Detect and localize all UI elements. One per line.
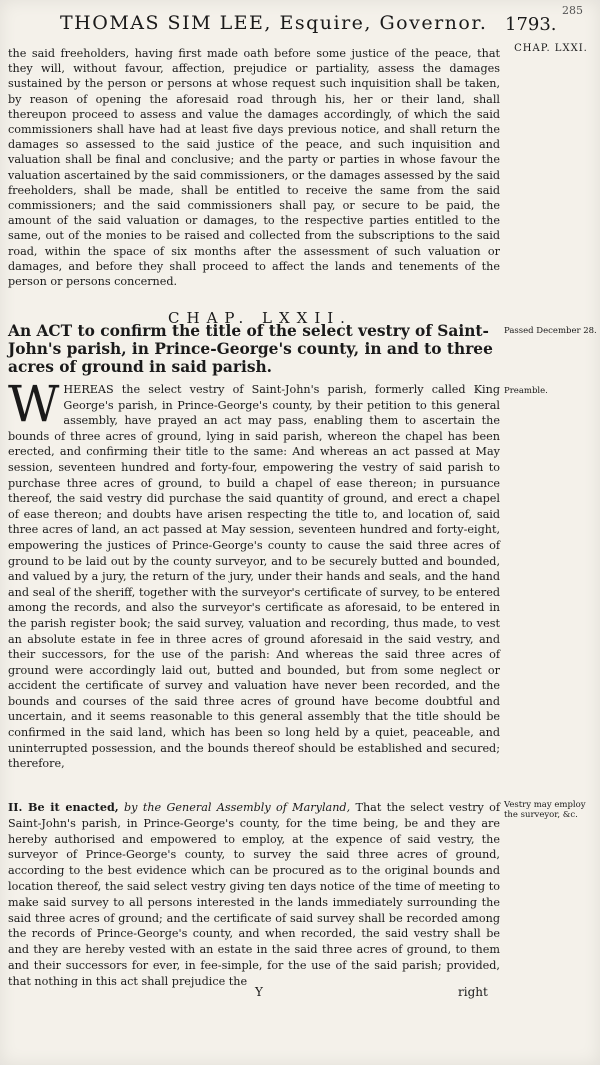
act-title: An ACT to confirm the title of the select vestry of Saint-John's parish, in Prince-George's county, in and to three acres of ground in said parish.: [8, 322, 493, 376]
passed-date-note: Passed December 28.: [504, 326, 597, 336]
page-number: 285: [562, 4, 583, 17]
chapter-71-margin-note: CHAP. LXXI.: [514, 43, 588, 54]
page-footer: [0, 985, 600, 1005]
preamble-margin-note: Preamble.: [504, 386, 548, 396]
catchword: right: [458, 985, 488, 999]
header-title: THOMAS SIM LEE, Esquire, Governor.: [60, 12, 488, 34]
section-2-margin-note: Vestry may employ the surveyor, &c.: [504, 800, 586, 820]
header-year: 1793.: [505, 14, 557, 35]
chapter-71-paragraph: the said freeholders, having first made oath before some justice of the peace, that they will, without favour, affection, prejudice or partiality, assess the damages sustained by the person or persons at whose request such inquisition shall be taken, by reason of opening the aforesaid road through his, her or their land, shall thereupon proceed to assess and value the damages accordingly, of which the said commissioners shall have had at least five days previous notice, and shall return the damages so assessed to the said justice of the peace, and such inquisition and valuation shall be final and conclusive; and the party or parties in whose favour the valuation ascertained by the said commissioners, or the damages assessed by the said freeholders, shall be made, shall be entitled to receive the same from the said commissioners; and the said commissioners shall pay, or secure to be paid, the amount of the said valuation or damages, to the respective parties entitled to the same, out of the monies to be raised and collected from the subscriptions to the said road, within the space of six months after the assessment of such valuation or damages, and before they shall proceed to affect the lands and tenements of the person or persons concerned.: [8, 47, 500, 289]
section-2-text: That the select vestry of Saint-John's parish, in Prince-George's county, for the time being, be and they are hereby authorised and empowered to employ, at the expence of said vestry, the surveyor of Prince-George's county, to survey the said three acres of ground, according to the best evidence which can be procured as to the original bounds and location thereof, the said select vestry giving ten days notice of the time of meeting to make said survey to all persons interested in the lands immediately surrounding the said three acres of ground; and the certificate of said survey shall be recorded among the records of Prince-George's county, and when recorded, the said vestry shall be and they are hereby vested with an estate in the said three acres of ground, to them and their successors for ever, in fee-simple, for the use of the said parish; provided, that nothing in this act shall prejudice the: [8, 801, 500, 988]
enacting-clause: II. Be it enacted,: [8, 800, 119, 814]
running-header: [0, 4, 600, 40]
preamble-paragraph: [8, 375, 500, 772]
preamble-text: HEREAS the select vestry of Saint-John's parish, formerly called King George's parish, in Prince-George's county, by their petition to this general assembly, have prayed an act may pass, enabling them to ascertain the bounds of three acres of ground, lying in said parish, whereon the chapel has been erected, and confirming their title to the same: And whereas an act passed at May session, seventeen hundred and forty-four, empowering the vestry of said parish to purchase three acres of ground, to build a chapel of ease thereon; in pursuance thereof, the said vestry did purchase the said quantity of ground, and erect a chapel of ease thereon; and doubts have arisen respecting the title to, and location of, said three acres of land, an act passed at May session, seventeen hundred and forty-eight, empowering the justices of Prince-George's county to cause the said three acres of ground to be laid out by the county surveyor, and to be securely butted and bounded, and valued by a jury, the return of the jury, under their hands and seals, and the hand and seal of the sheriff, together with the surveyor's certificate of survey, to be entered among the records, and also the surveyor's certificate as aforesaid, to be entered in the parish register book; the said survey, valuation and recording, thus made, to vest an absolute estate in fee in three acres of ground aforesaid in the said vestry, and their successors, for the use of the parish: And whereas the said three acres of ground were accordingly laid out, butted and bounded, but from some neglect or accident the certificate of survey and valuation have never been recorded, and the bounds and courses of the said three acres of ground have become doubtful and uncertain, and it seems reasonable to this general assembly that the title should be confirmed in the said land, which has been so long held by a quiet, peaceable, and uninterrupted possession, and the bounds thereof should be established and secured; therefore,: [8, 383, 500, 771]
section-2-paragraph: [8, 800, 500, 990]
enacting-authority: by the General Assembly of Maryland,: [124, 801, 351, 814]
chapter-72-heading: CHAP. LXXII.: [168, 309, 352, 327]
drop-cap: W: [8, 375, 60, 433]
signature-mark: Y: [255, 985, 263, 999]
